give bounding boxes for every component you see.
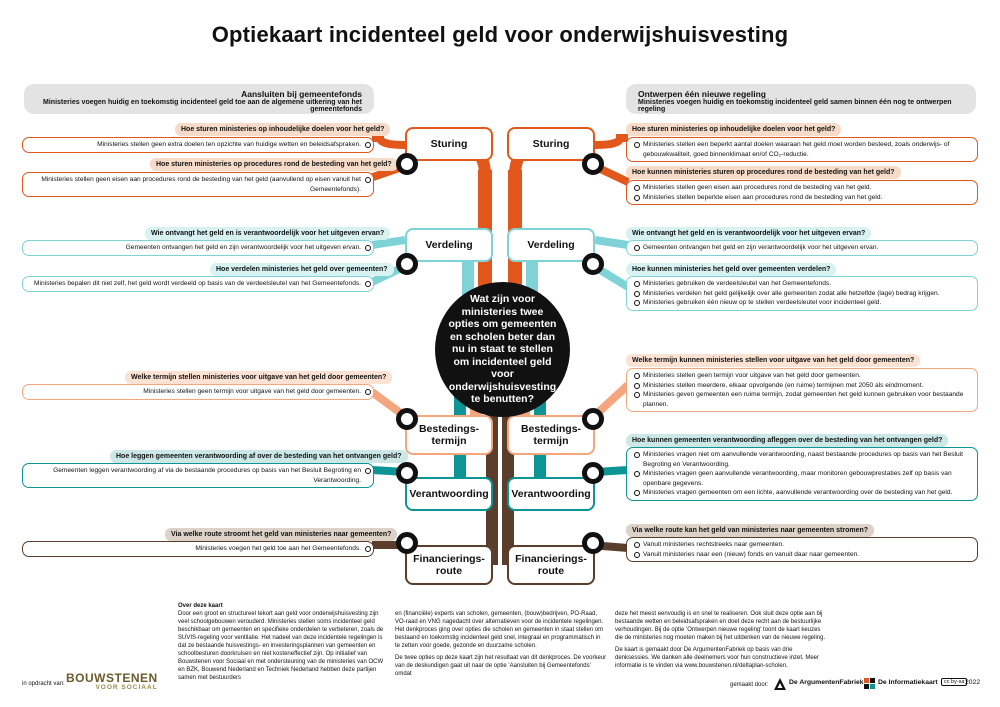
answer-line: Gemeenten ontvangen het geld en zijn verantwoordelijk voor het uitgeven ervan. (643, 243, 971, 253)
answer-line: Ministeries stellen een beperkt aantal doelen waaraan het geld moet worden besteed, zoals onderwijs- of gebouwkwaliteit, goed binnenklimaat en/of CO₂-reductie. (643, 140, 971, 159)
left-verdeling-question-2: Hoe verdelen ministeries het geld over gemeenten? (210, 263, 394, 276)
argumentenfabriek-logo-icon (774, 677, 786, 689)
node-left-verantwoording: Verantwoording (405, 477, 493, 511)
footer-about-title: Over deze kaart (178, 603, 223, 609)
answer-line: Ministeries gebruiken één nieuw op te stellen verdeelsleutel voor incidenteel geld. (643, 298, 971, 308)
answer-line: Gemeenten leggen verantwoording af via de bestaande procedures op basis van het Besluit Begroting en Verantwoording. (29, 466, 361, 485)
answer-line: Ministeries stellen geen eisen aan procedures rond de besteding van het geld. (643, 183, 971, 193)
footer-col1 (178, 602, 388, 682)
footer-col3b-text: De kaart is gemaakt door De ArgumentenFabriek op basis van drie denksessies. We danken alle deelnemers voor hun constructieve inzet. Meer informatie is te vinden via www.bouwstenen.nl/deltaplan-scholen. (615, 647, 819, 669)
answer-line: Ministeries verdelen het geld gelijkelijk over alle gemeenten zodat alle hetzelfde (lage) bedrag krijgen. (643, 289, 971, 299)
page-title: Optiekaart incidenteel geld voor onderwijshuisvesting (211, 22, 789, 47)
node-right-verantwoording: Verantwoording (507, 477, 595, 511)
footer-col2b-text: De twee opties op deze kaart zijn het resultaat van dit denkproces. De voorkeur van de deskundigen gaat uit naar de optie 'Aansluiten bij Gemeentefonds' omdat (395, 655, 607, 677)
footer-col2-text: en (financiële) experts van scholen, gemeenten, (bouw)bedrijven, PO-Raad, VO-raad en VNG nagedacht over alternatieven voor de incidentele regelingen. Het denkproces ging over opties die scholen en gemeenten in staat stellen om bestaand en toekomstig incidenteel geld snel, integraal en programmatisch in te zetten voor goede, gezonde en duurzame scholen. (395, 611, 604, 649)
right-termijn-answer-1 (626, 368, 978, 412)
junction-dot (396, 532, 418, 554)
node-left-verdeling: Verdeling (405, 228, 493, 262)
footer-col3-text: deze het meest eenvoudig is en snel te realiseren. Ook sluit deze optie aan bij bestaande wetten en beleidsafspraken en doet deze recht aan de bestuurlijke verhoudingen. Bij de optie 'Ontwerpen nieuwe regeling' toont de kaart keuzes die de ministeries nog moeten maken bij het uitdenken van de nieuwe regeling. (615, 611, 826, 641)
answer-line: Ministeries stellen geen extra doelen ten opzichte van huidige wetten en beleidsafspraken. (29, 140, 361, 150)
central-question: Wat zijn voor ministeries twee opties om gemeenten en scholen beter dan nu in staat te stellen om incidenteel geld voor onderwijshuisvesting te benutten? (435, 282, 570, 417)
answer-line: Ministeries stellen geen termijn voor uitgave van het geld door gemeenten. (29, 387, 361, 397)
answer-line: Ministeries stellen geen termijn voor uitgave van het geld door gemeenten. (643, 371, 971, 381)
right-sturing-question-1: Hoe sturen ministeries op inhoudelijke doelen voor het geld? (626, 123, 841, 136)
answer-line: Ministeries stellen meerdere, elkaar opvolgende (en ruime) termijnen met 2050 als eindmoment. (643, 381, 971, 391)
left-route-question-1: Via welke route stroomt het geld van ministeries naar gemeenten? (165, 528, 397, 541)
left-verantw-question-1: Hoe leggen gemeenten verantwoording af over de besteding van het ontvangen geld? (110, 450, 408, 463)
left-route-answer-1 (22, 541, 374, 557)
footer-col1-text: Door een groot en structureel tekort aan geld voor onderwijshuisvesting zijn veel schoolgebouwen verouderd. Ministeries stellen soms incidenteel geld beschikbaar om gemeenten en specifieke onderdelen te verbeteren, zoals de SUVIS-regeling voor ventilatie. Het nadeel van deze incidentele regelingen is dat ze bestaande huisvestings- en investeringsplannen van gemeenten en schoolbesturen doorkruisen en niet kosteneffectief zijn. Op initiatief van Bouwstenen voor Sociaal en met ondersteuning van de ministeries van OCW en BZK, Bouwend Nederland en Techniek Nederland hebben deze partijen samen met bestuurders (178, 611, 384, 681)
option-right-subtitle: Ministeries voegen huidig en toekomstig incidenteel geld samen binnen één nog te ontwerpen regeling (638, 99, 952, 113)
client-logo-sub: VOOR SOCIAAL (95, 684, 158, 691)
junction-dot (582, 462, 604, 484)
client-logo (66, 672, 158, 691)
answer-line: Ministeries bepalen dit niet zelf, het geld wordt verdeeld op basis van de verdeelsleutel van het Gemeentefonds. (29, 279, 361, 289)
junction-dot (582, 408, 604, 430)
right-verantw-answer-1 (626, 447, 978, 501)
junction-dot (582, 253, 604, 275)
junction-dot (396, 153, 418, 175)
year-label: 2022 (965, 679, 981, 686)
answer-line: Ministeries stellen beperkte eisen aan procedures rond de besteding van het geld. (643, 193, 971, 203)
right-route-question-1: Via welke route kan het geld van ministeries naar gemeenten stromen? (626, 524, 874, 537)
commissioned-label: in opdracht van: (22, 681, 65, 687)
right-verdeling-answer-1 (626, 240, 978, 256)
answer-line: Ministeries geven gemeenten een ruime termijn, zodat gemeenten het geld kunnen gebruiken voor bestaande plannen. (643, 390, 971, 409)
node-right-termijn: Bestedings-termijn (507, 415, 595, 455)
node-left-termijn: Bestedings-termijn (405, 415, 493, 455)
option-left-subtitle: Ministeries voegen huidig en toekomstig incidenteel geld toe aan de algemene uitkering van het gemeentefonds (43, 99, 362, 113)
junction-dot (582, 153, 604, 175)
made-by-label: gemaakt door: (730, 682, 769, 688)
junction-dot (396, 462, 418, 484)
left-verdeling-question-1: Wie ontvangt het geld en is verantwoordelijk voor het uitgeven ervan? (145, 227, 390, 240)
node-right-sturing: Sturing (507, 127, 595, 161)
left-sturing-answer-2 (22, 172, 374, 197)
answer-line: Vanuit ministeries rechtstreeks naar gemeenten. (643, 540, 971, 550)
answer-line: Ministeries vragen niet om aanvullende verantwoording, naast bestaande procedures op basis van het Besluit Begroting en Verantwoording. (643, 450, 971, 469)
maker1-name: De ArgumentenFabriek (789, 679, 864, 686)
license-badge: cc by-sa (941, 678, 967, 686)
junction-dot (396, 253, 418, 275)
junction-dot (396, 408, 418, 430)
answer-line: Vanuit ministeries naar een (nieuw) fonds en vanuit daar naar gemeenten. (643, 550, 971, 560)
answer-line: Gemeenten ontvangen het geld en zijn verantwoordelijk voor het uitgeven ervan. (29, 243, 361, 253)
node-right-verdeling: Verdeling (507, 228, 595, 262)
answer-line: Ministeries vragen geen aanvullende verantwoording, maar monitoren gebouwprestaties zelf op basis van openbare gegevens. (643, 469, 971, 488)
answer-line: Ministeries voegen het geld toe aan het Gemeentefonds. (29, 544, 361, 554)
answer-line: Ministeries vragen gemeenten om een lichte, aanvullende verantwoording over de besteding van het geld. (643, 488, 971, 498)
left-verdeling-answer-1 (22, 240, 374, 256)
right-verantw-question-1: Hoe kunnen gemeenten verantwoording afleggen over de besteding van het ontvangen geld? (626, 434, 948, 447)
node-right-route: Financierings-route (507, 545, 595, 585)
maker2-name: De Informatiekaart (878, 679, 938, 686)
option-right-title: Ontwerpen één nieuwe regeling (638, 89, 766, 99)
right-verdeling-answer-2 (626, 276, 978, 311)
answer-line: Ministeries stellen geen eisen aan procedures rond de besteding van het geld (aanvullend op eisen vanuit het Gemeentefonds). (29, 175, 361, 194)
client-logo-name: BOUWSTENEN (66, 671, 158, 685)
right-sturing-answer-2 (626, 180, 978, 205)
footer-col2 (395, 610, 607, 678)
right-route-answer-1 (626, 537, 978, 562)
node-left-sturing: Sturing (405, 127, 493, 161)
informatiekaart-logo-icon (864, 677, 876, 689)
answer-line: Ministeries gebruiken de verdeelsleutel van het Gemeentefonds. (643, 279, 971, 289)
left-verantw-answer-1 (22, 463, 374, 488)
left-sturing-question-1: Hoe sturen ministeries op inhoudelijke doelen voor het geld? (175, 123, 390, 136)
left-termijn-answer-1 (22, 384, 374, 400)
node-left-route: Financierings-route (405, 545, 493, 585)
junction-dot (582, 532, 604, 554)
right-termijn-question-1: Welke termijn kunnen ministeries stellen voor uitgave van het geld door gemeenten? (626, 354, 920, 367)
left-verdeling-answer-2 (22, 276, 374, 292)
left-sturing-question-2: Hoe sturen ministeries op procedures rond de besteding van het geld? (150, 158, 398, 171)
footer-col3 (615, 610, 827, 670)
right-sturing-answer-1 (626, 137, 978, 162)
option-left-title: Aansluiten bij gemeentefonds (241, 89, 362, 99)
right-verdeling-question-2: Hoe kunnen ministeries het geld over gemeenten verdelen? (626, 263, 836, 276)
right-sturing-question-2: Hoe kunnen ministeries sturen op procedures rond de besteding van het geld? (626, 166, 901, 179)
left-sturing-answer-1 (22, 137, 374, 153)
right-verdeling-question-1: Wie ontvangt het geld en is verantwoordelijk voor het uitgeven ervan? (626, 227, 871, 240)
left-termijn-question-1: Welke termijn stellen ministeries voor uitgave van het geld door gemeenten? (125, 371, 392, 384)
